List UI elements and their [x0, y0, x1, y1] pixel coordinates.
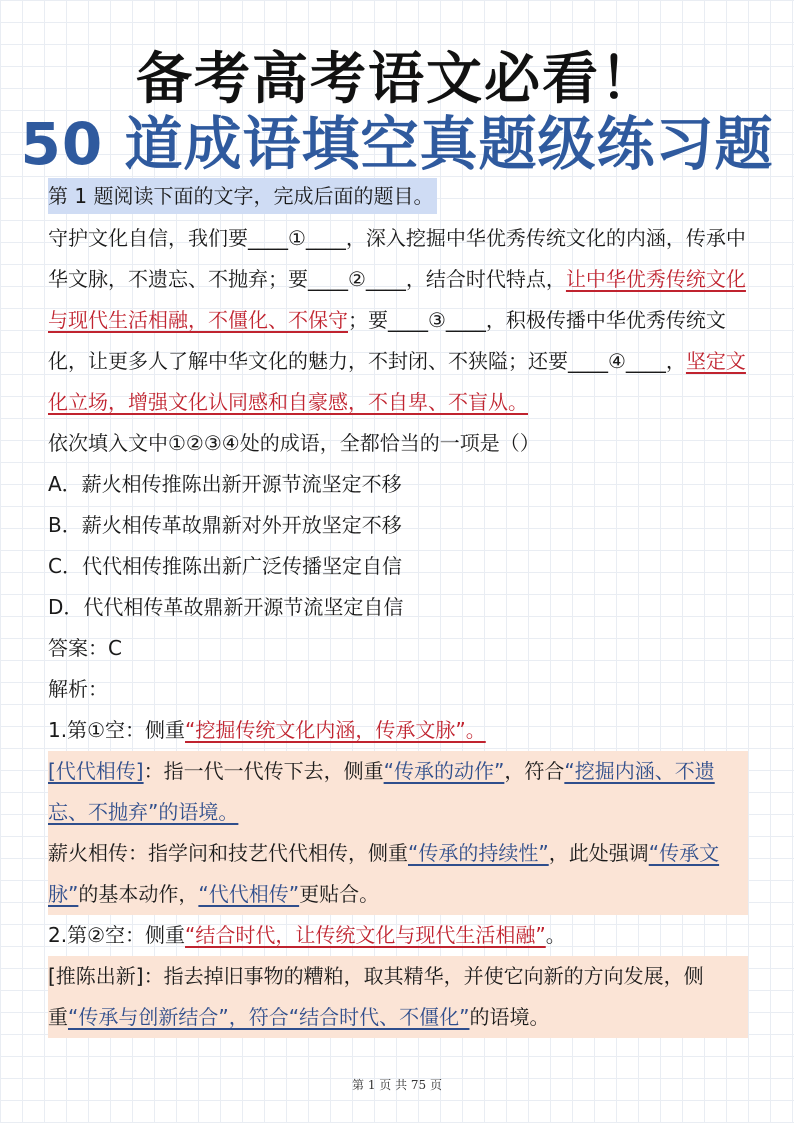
blank-2-lead [48, 915, 748, 956]
blank-2-blue-1: “传承与创新结合”，符合“结合时代、不僵化” [68, 1005, 470, 1029]
blank-1-lead-text: 1.第①空：侧重 [48, 718, 186, 742]
blank-2-focus: “结合时代，让传统文化与现代生活相融” [185, 923, 546, 947]
blank-1-text-3: 薪火相传：指学问和技艺代代相传，侧重 [48, 841, 408, 865]
blank-1-text-2: ，符合 [504, 759, 565, 783]
answer: 答案：C [48, 636, 122, 660]
blank-1-term: [代代相传] [48, 759, 144, 783]
blank-2-explanation [48, 956, 748, 1038]
title-line-1: 备考高考语文必看！ [136, 47, 658, 112]
blank-2-lead-text: 2.第②空：侧重 [48, 923, 186, 947]
blank-1-text-5: 的基本动作， [78, 882, 199, 906]
page-footer: 第 1 页 共 75 页 [352, 1078, 442, 1092]
title-line-2: 50 道成语填空真题级练习题 [20, 110, 774, 178]
blank-2-term: [推陈出新] [48, 964, 144, 988]
passage-text-1: 守护文化自信，我们要____①____，深入挖掘中华优秀传统文化的内涵，传承中华文脉，不遗忘、不抛弃；要____②____，结合时代特点， [48, 226, 746, 291]
blank-1-blue-1: “传承的动作” [383, 759, 505, 783]
blank-1-text-4: ，此处强调 [548, 841, 649, 865]
passage-text-2: ；要____③____，积极传播中华优秀传统文化，让更多人了解中华文化的魅力，不封闭、不狭隘；还要____④____， [48, 308, 726, 373]
blank-1-para-1 [48, 751, 748, 833]
passage-highlight-2: 坚定文化立场，增强文化认同感和自豪感，不自卑、不盲从。 [48, 349, 746, 414]
blank-2-para-1 [48, 956, 748, 1038]
blank-2-text-2: 的语境。 [469, 1005, 550, 1029]
blank-1-text-1: ：指一代一代传下去，侧重 [143, 759, 384, 783]
blank-2-focus-end: 。 [545, 923, 566, 947]
blank-2-text-1: ：指去掉旧事物的糟粕，取其精华，并使它向新的方向发展，侧重 [48, 964, 704, 1029]
blank-1-para-2 [48, 833, 748, 915]
option-c: C．代代相传推陈出新广泛传播坚定自信 [48, 554, 402, 578]
blank-1-lead [48, 710, 748, 751]
blank-1-blue-3: “传承的持续性” [408, 841, 549, 865]
blank-1-blue-5: “代代相传” [198, 882, 300, 906]
analysis-label: 解析： [48, 677, 108, 701]
option-b: B．薪火相传革故鼎新对外开放坚定不移 [48, 513, 402, 537]
option-d: D．代代相传革故鼎新开源节流坚定自信 [48, 595, 404, 619]
passage-highlight-1: 让中华优秀传统文化与现代生活相融，不僵化、不保守 [48, 267, 746, 332]
blank-1-blue-2: “挖掘内涵、不遗忘、不抛弃”的语境。 [48, 759, 715, 824]
question-header: 第 1 题阅读下面的文字，完成后面的题目。 [48, 178, 437, 214]
passage [48, 218, 748, 423]
option-a: A．薪火相传推陈出新开源节流坚定不移 [48, 472, 402, 496]
blank-1-focus: “挖掘传统文化内涵，传承文脉”。 [185, 718, 486, 742]
question-prompt: 依次填入文中①②③④处的成语，全都恰当的一项是（） [48, 431, 540, 455]
blank-1-explanation [48, 751, 748, 915]
blank-1-text-6: 更贴合。 [299, 882, 380, 906]
blank-1-blue-4: “传承文脉” [48, 841, 720, 906]
question-content [48, 176, 748, 1038]
